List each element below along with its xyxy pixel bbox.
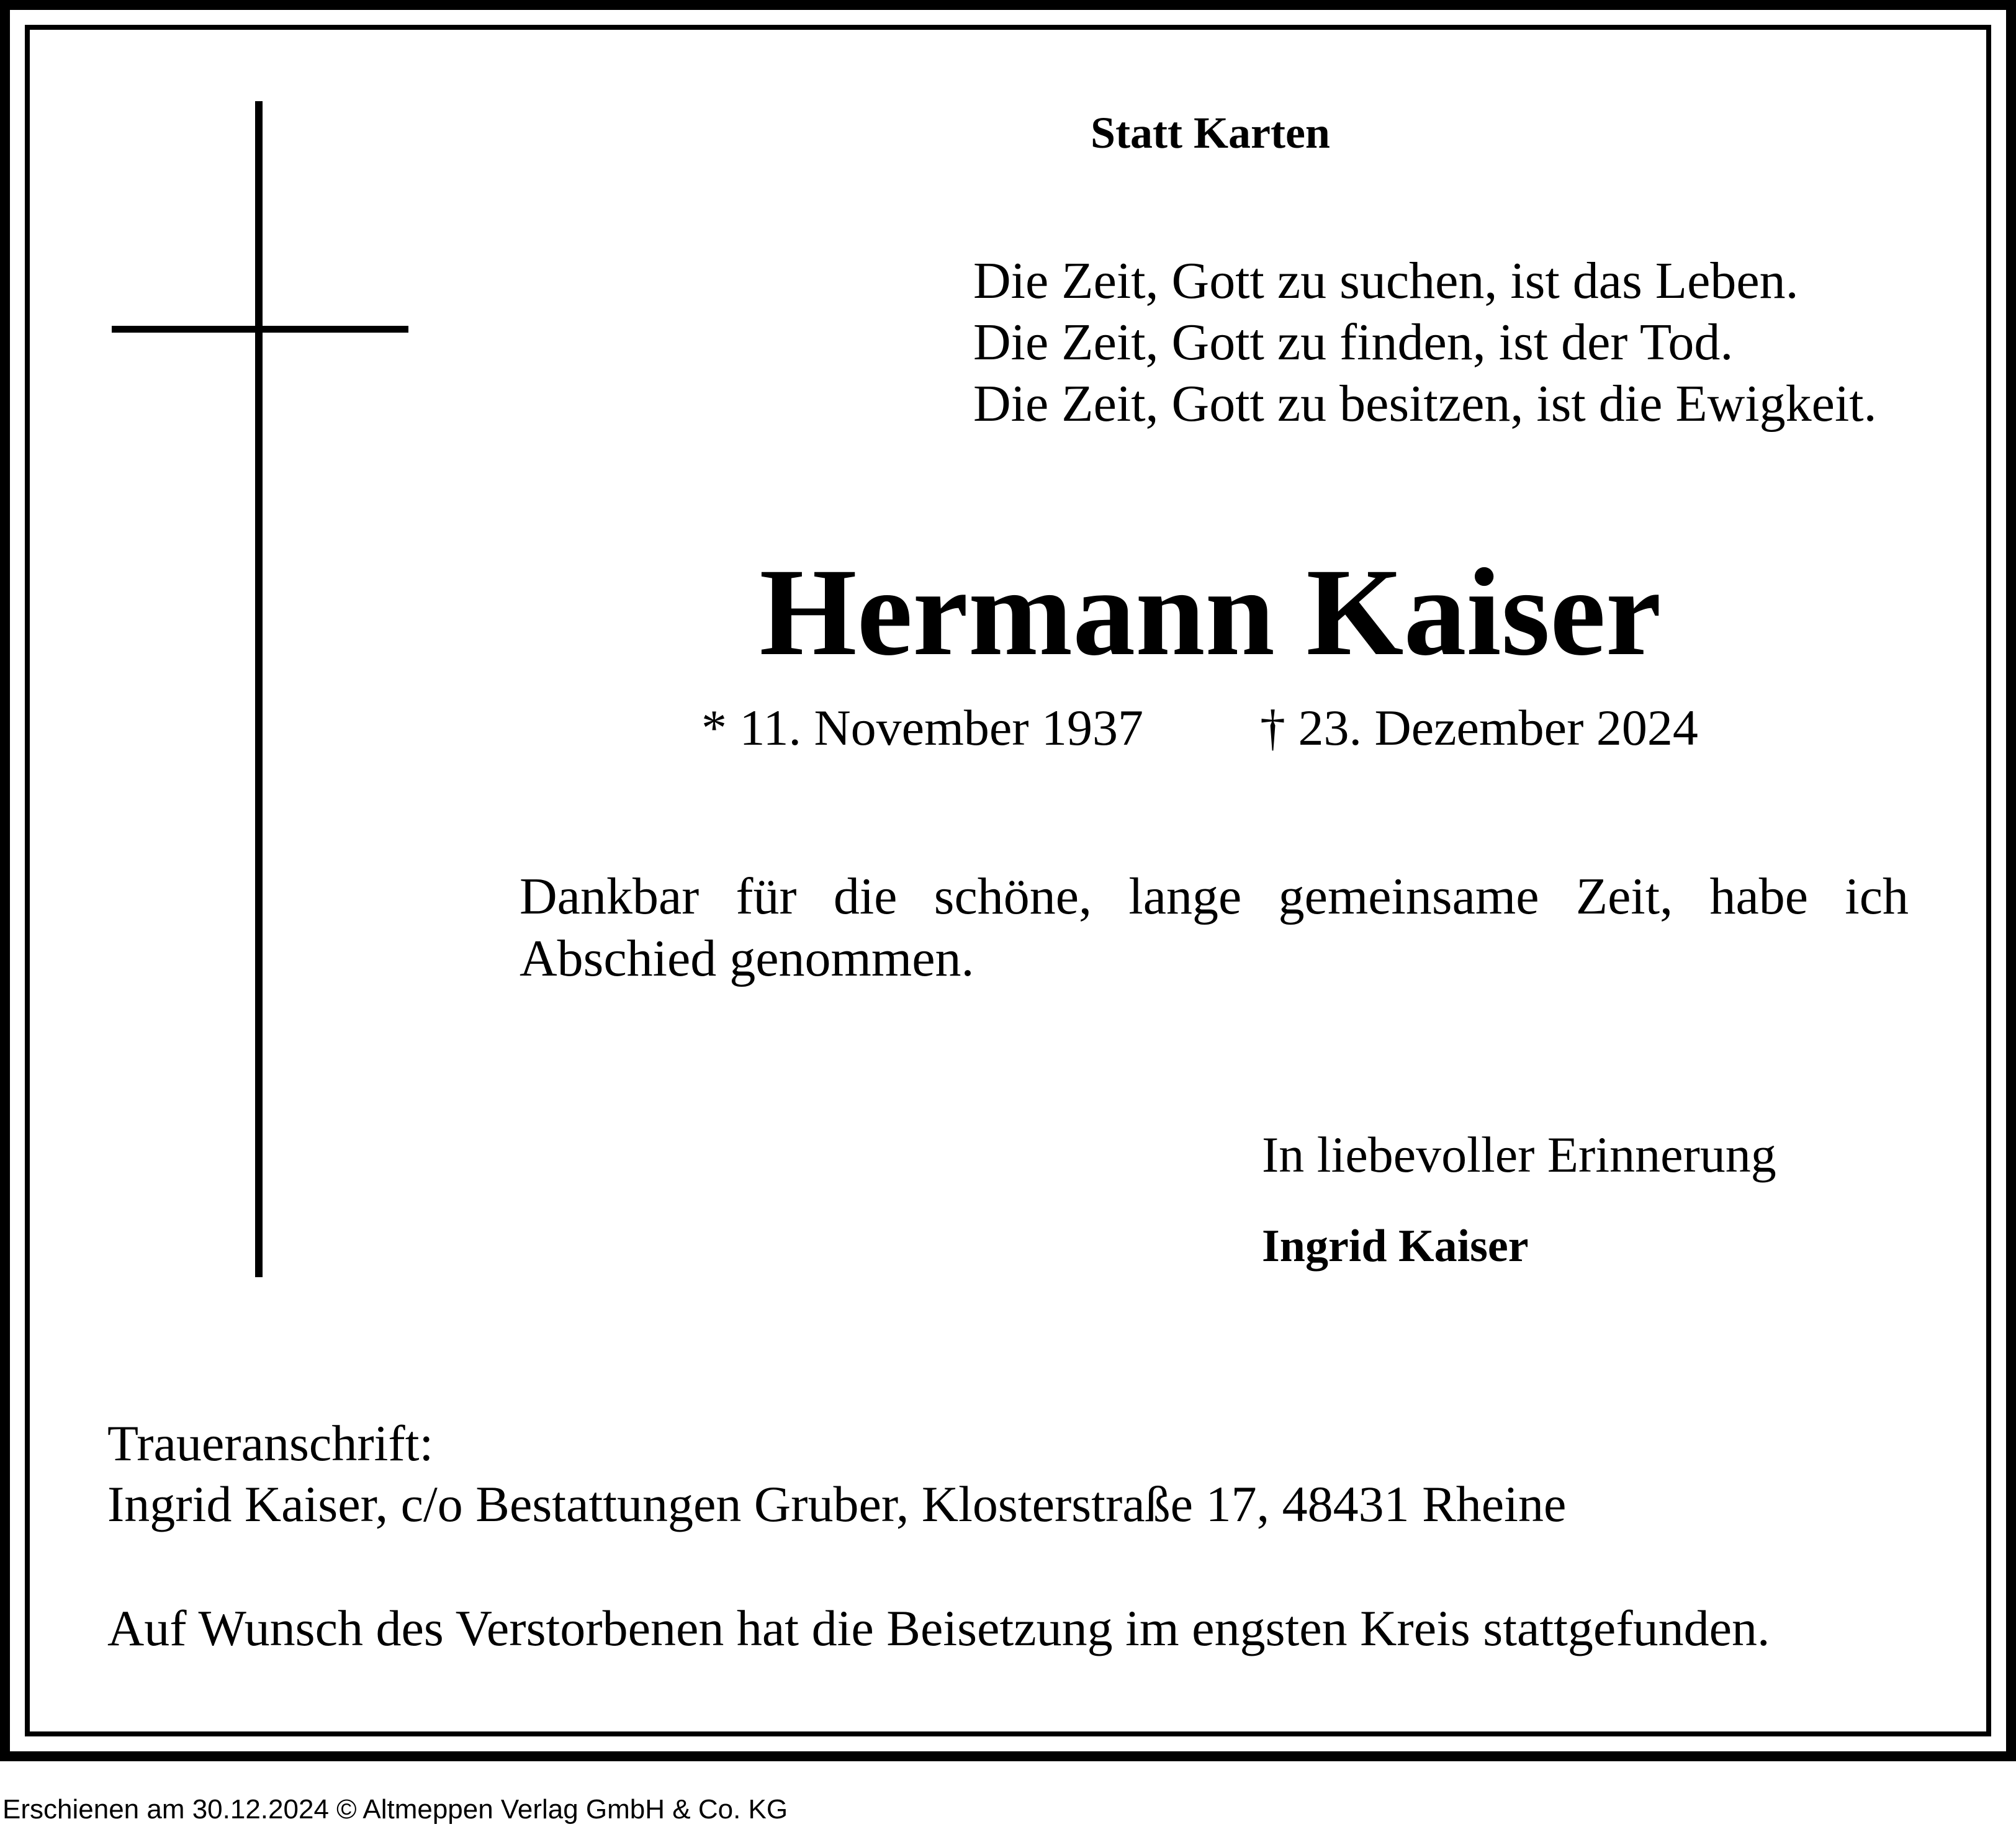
header-statt-karten: Statt Karten: [1091, 108, 1330, 158]
deceased-name: Hermann Kaiser: [759, 542, 1662, 681]
address-label: Traueranschrift:: [107, 1415, 434, 1471]
quote-line: Die Zeit, Gott zu besitzen, ist die Ewigkeit.: [973, 375, 1877, 433]
burial-note: Auf Wunsch des Verstorbenen hat die Beisetzung im engsten Kreis stattgefunden.: [107, 1600, 1770, 1656]
gratitude-message: Dankbar für die schöne, lange gemeinsame Zeit, habe ich Abschied genommen.: [520, 868, 1909, 987]
signature-name: Ingrid Kaiser: [1262, 1221, 1529, 1272]
publication-footer: Erschienen am 30.12.2024 © Altmeppen Verlag GmbH & Co. KG: [2, 1794, 788, 1825]
cross-horizontal-bar: [112, 326, 408, 333]
birth-date: * 11. November 1937: [701, 699, 1144, 756]
cross-vertical-bar: [255, 101, 263, 1277]
quote-line: Die Zeit, Gott zu finden, ist der Tod.: [973, 313, 1734, 371]
mourning-address: Ingrid Kaiser, c/o Bestattungen Gruber, Klosterstraße 17, 48431 Rheine: [107, 1476, 1567, 1532]
closing-phrase: In liebevoller Erinnerung: [1262, 1126, 1776, 1183]
quote-line: Die Zeit, Gott zu suchen, ist das Leben.: [973, 252, 1799, 310]
death-date: † 23. Dezember 2024: [1260, 699, 1698, 756]
quote-block: [973, 250, 1877, 434]
